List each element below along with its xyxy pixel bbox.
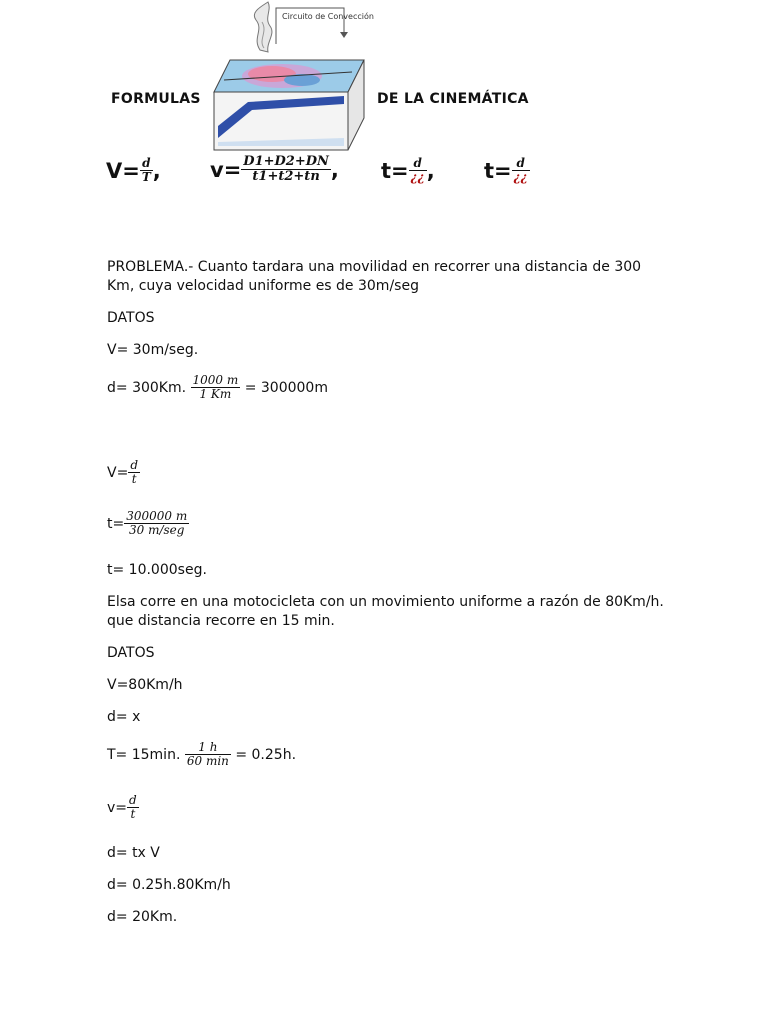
problem-2-formula-lhs: v= bbox=[107, 799, 128, 816]
problem-1-formula-lhs: V= bbox=[107, 464, 129, 481]
problem-2-formula bbox=[107, 794, 139, 821]
problem-2-time-prefix: T= 15min. bbox=[107, 746, 181, 763]
problem-2-formula-num: d bbox=[129, 793, 137, 807]
problem-2-time-num: 1 h bbox=[185, 741, 231, 755]
formula-1-fraction bbox=[140, 157, 153, 184]
problem-1-distance-fraction bbox=[191, 374, 241, 401]
problem-1-formula-fraction bbox=[128, 459, 140, 486]
problem-2-time bbox=[107, 741, 296, 768]
formula-2-lhs: v= bbox=[210, 157, 242, 182]
formula-4 bbox=[484, 157, 530, 184]
problem-2-step-1: d= tx V bbox=[107, 845, 160, 861]
problem-1-distance-num: 1000 m bbox=[192, 373, 239, 387]
problem-1-time-calc bbox=[107, 510, 189, 537]
formula-3-lhs: t= bbox=[381, 158, 409, 183]
formula-3-tail: , bbox=[426, 158, 435, 183]
formula-1-tail: , bbox=[152, 158, 161, 183]
problem-1-formula-den: t bbox=[131, 472, 137, 487]
title-right: DE LA CINEMÁTICA bbox=[377, 91, 529, 107]
formula-3 bbox=[381, 157, 435, 184]
image-caption: Circuito de Convección bbox=[282, 12, 374, 21]
problem-1-time-num: 300000 m bbox=[126, 509, 188, 523]
formula-1-den: T bbox=[141, 170, 151, 185]
problem-1-datos: DATOS bbox=[107, 310, 155, 326]
problem-1-distance-prefix: d= 300Km. bbox=[107, 379, 187, 396]
problem-2-time-result: = 0.25h. bbox=[235, 746, 297, 763]
problem-2-velocity: V=80Km/h bbox=[107, 677, 183, 693]
formula-2-fraction bbox=[241, 155, 331, 185]
problem-2-datos: DATOS bbox=[107, 645, 155, 661]
problem-1-distance-den: 1 Km bbox=[199, 387, 232, 402]
formula-4-den: ¿¿ bbox=[513, 170, 528, 185]
formula-1 bbox=[106, 157, 161, 184]
problem-1-velocity: V= 30m/seg. bbox=[107, 342, 199, 358]
convection-illustration bbox=[212, 0, 374, 152]
problem-1-formula bbox=[107, 459, 140, 486]
problem-1-distance-result: = 300000m bbox=[244, 379, 328, 396]
problem-2-distance: d= x bbox=[107, 709, 141, 725]
problem-1-time-fraction bbox=[124, 510, 189, 537]
formula-3-fraction bbox=[409, 157, 427, 184]
title-left: FORMULAS bbox=[111, 91, 201, 107]
formula-4-fraction bbox=[512, 157, 530, 184]
formula-2-den: t1+t2+tn bbox=[252, 169, 320, 185]
formula-2-num: D1+D2+DN bbox=[243, 154, 329, 169]
problem-2-formula-fraction bbox=[127, 794, 139, 821]
formula-1-lhs: V= bbox=[106, 158, 140, 183]
formula-4-lhs: t= bbox=[484, 158, 512, 183]
problem-2-formula-den: t bbox=[130, 807, 136, 822]
problem-1-formula-num: d bbox=[130, 458, 138, 472]
problem-2-time-den: 60 min bbox=[186, 754, 229, 769]
formula-2 bbox=[210, 155, 339, 185]
problem-1-time-den: 30 m/seg bbox=[129, 523, 185, 538]
problem-1-answer: t= 10.000seg. bbox=[107, 562, 207, 578]
formula-2-tail: , bbox=[330, 157, 339, 182]
problem-2-statement: Elsa corre en una motocicleta con un movimiento uniforme a razón de 80Km/h. que distancia recorre en 15 min. bbox=[107, 594, 664, 629]
problem-1-statement: PROBLEMA.- Cuanto tardara una movilidad en recorrer una distancia de 300 Km, cuya velocidad uniforme es de 30m/seg bbox=[107, 259, 642, 294]
problem-2-step-2: d= 0.25h.80Km/h bbox=[107, 877, 231, 893]
formula-3-num: d bbox=[409, 157, 427, 171]
formula-3-den: ¿¿ bbox=[410, 170, 425, 185]
problem-1-distance bbox=[107, 374, 328, 401]
problem-2-answer: d= 20Km. bbox=[107, 909, 178, 925]
problem-2-time-fraction bbox=[185, 741, 231, 768]
formula-4-num: d bbox=[512, 157, 530, 171]
formula-1-num: d bbox=[140, 157, 153, 171]
problem-1-time-lhs: t= bbox=[107, 515, 125, 532]
